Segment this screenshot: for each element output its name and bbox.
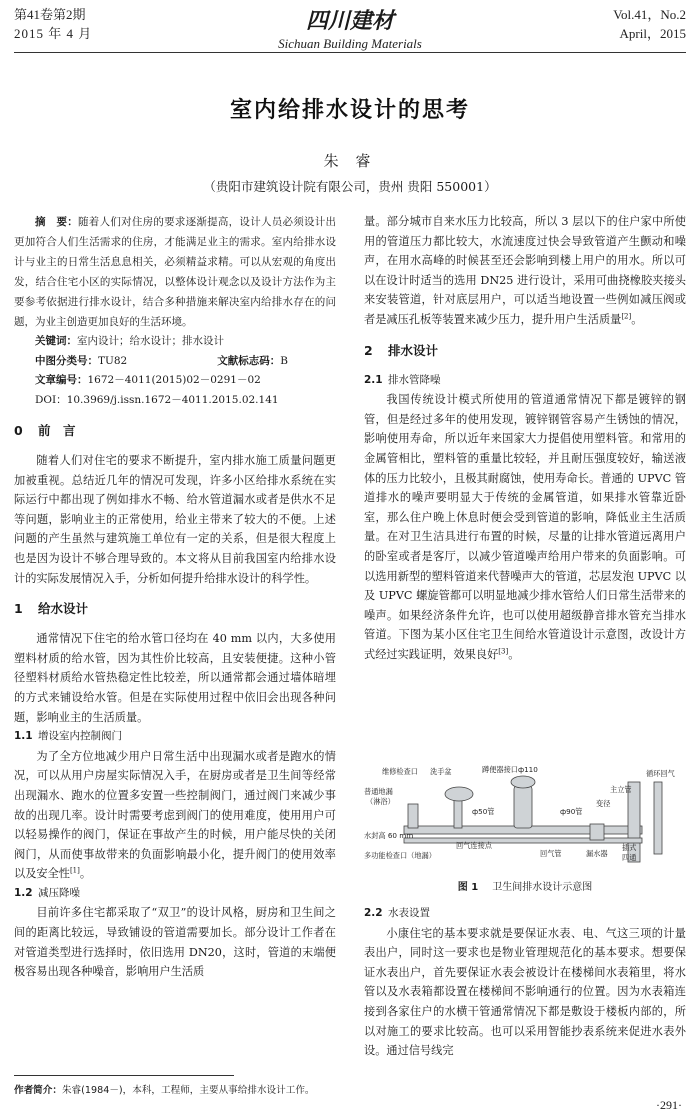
section-2-2-heading: 2.2 水表设置 [364,907,430,919]
label-main-riser: 主立管 [610,785,632,794]
section-1-2-heading: 1.2 减压降噪 [14,886,80,899]
figure-caption: 图 1 卫生间排水设计示意图 [457,882,593,893]
reference-1: [1] [69,866,80,875]
doi-line: DOI：10.3969/j.issn.1672－4011.2015.02.141 [35,393,279,406]
toilet-bowl [511,776,535,788]
section-0-paragraph: 随着人们对住宅的要求不断提升，室内排水施工质量问题更加被重视。总结近几年的情况可发现，许多小区给排水系统在实际运行中都出现了例如排水不畅、给水管道漏水或者是供水不足等问题，影响业主的正常使用，给业主带来了较大的不便。上述问题的产生虽然与建筑施工单位有一定的关系，但是很大程度上也是因为设计不够合理导致的。本文将从目前我国室内给排水设计的实际发展情况入手，分析如何提升给排水设计的科学性。 [14,454,336,585]
journal-logo: 四川建材 [305,8,394,34]
label-shower: （淋浴） [366,797,395,806]
section-2-1-paragraph: 我国传统设计模式所使用的管道通常情况下都是镀锌的钢管，但是经过多年的使用发现，镀锌钢管容易产生锈蚀的情况，影响使用寿命，所以近年来国家大力提倡使用塑料管。和常用的金属管相比，塑料管的重量比较轻，并且耐压强度较好，输送液体的压力比较小，且极其耐腐蚀，使用寿命长。普通的 UPVC 管道排水的噪声要明显大于传统的金属管道，如果排水管靠近卧室，那么住户晚上休息时便会受到管道的影响，降低业主生活质量。在对卫生洁具进行布置的时候，尽量的让排水管道远离用户的卧室或者是客厅，以减少管道噪声给用户带来的负面影响。可以选用新型的塑料管道来代替噪声大的管道，芯层发泡 UPVC 以及 UPVC 螺旋管都可以明显地减少排水管给人们日常生活带来的噪声。如果经济条件允许，也可以使用超级静音排水管充当排水管道。下图为某小区住宅卫生间给水管道设计示意图，改设计方式经过实践证明，效果良好[3]。 [364,393,686,661]
header-rule [14,52,686,53]
section-1-2-text-part-b: 量。部分城市自来水压力比较高，所以 3 层以下的住户家中所使用的管道压力都比较大，水流速度过快会导致管道产生颤动和噪声，在用水高峰的时候甚至还会影响到楼上用户的用水。所以可以在设计时适当的选用 DN25 进行设计，采用可曲挠橡胶夹接头来安装管道，针对底层用户，可以适当地设置一些例如减压阀或者是减压孔板等装置来减少压力，提升用户生活质量 [364,215,686,326]
keywords-line: 关键词：室内设计；给水设计；排水设计 [35,335,224,347]
article-title: 室内给排水设计的思考 [229,97,470,123]
journal-en-title: Sichuan Building Materials [278,36,422,51]
left-column [14,212,336,981]
label-return-pipe: 回气管 [540,849,562,858]
toilet-inlet-pipe [514,786,532,828]
label-reducer: 变径 [596,799,611,808]
abstract-label: 摘 要： [35,216,79,228]
author-footnote: 作者简介：朱睿(1984－)，本科，工程师，主要从事给排水设计工作。 [14,1085,315,1096]
label-wash-basin: 洗手盆 [430,767,452,776]
label-multi-check: 多功能检查口（地漏） [364,851,436,860]
section-1-1-heading: 1.1 增设室内控制阀门 [14,730,122,743]
right-column-lower [364,904,686,1061]
label-four-way: 四通 [622,853,637,862]
label-floor-drain: 普通地漏 [364,787,393,796]
affiliation: （贵阳市建筑设计院有限公司，贵州 贵阳 550001） [203,179,497,194]
label-toilet-inlet: 蹲便器接口ф110 [482,765,538,774]
label-water-seal: 水封高 60 mm [364,831,414,840]
footnote-rule [14,1075,234,1076]
section-1-2-text-part-a: 目前许多住宅都采取了“双卫”的设计风格，厨房和卫生间之间的距离比较远，导致铺设的管道需要加长。部分设计工作者在对管道类型进行选择时，依旧选用 DN20，这时，管道的末端便极容易出现各种噪音，影响用户生活质 [14,906,336,979]
section-2-heading: 2 排水设计 [364,342,439,358]
floor-drain-pipe [408,804,418,828]
label-vent-return: 循环回气 [646,769,675,778]
reference-2: [2] [621,312,632,321]
basin-drain-pipe [454,798,462,828]
volume-cn: 第41卷第2期 [14,7,86,22]
reference-3: [3] [498,647,509,656]
label-maintenance-check: 维修检查口 [382,767,418,776]
wash-basin [445,787,473,801]
figure-1 [364,764,686,864]
section-1-1-paragraph: 为了全方位地减少用户日常生活中出现漏水或者是跑水的情况，可以从用户房屋实际情况入手，在厨房或者是卫生间等经常出现漏水、跑水的位置多安置一些控制阀门，通过阀门来减少事故的出现几率。设计时需要考虑到阀门的使用难度，使用用户可以轻易操作的阀门，保证在事故产生的时候，用户能尽快的关闭阀门，从而使事故带来的负面影响最小化，提升阀门的使用效率以及安全性[1]。 [14,749,336,881]
label-d90: ф90管 [560,807,583,816]
section-0-heading: 0 前 言 [14,423,76,438]
label-return-point: 回气连接点 [456,841,492,850]
section-1-paragraph: 通常情况下住宅的给水管口径均在 40 mm 以内，大多使用塑料材质的给水管，因为其性价比较高，且安装便捷。这种小管径塑料材质给水管热稳定性比较差，所以通常都会通过墙体暗埋的方式来铺设给水管。但是在实际使用过程中依旧会出现各种问题，影响业主的生活质量。 [14,632,336,724]
classification-line: 中图分类号：TU82 文献标志码：B [35,354,288,367]
section-2-2-paragraph: 小康住宅的基本要求就是要保证水表、电、气这三项的计量表出户，同时这一要求也是物业管理规范化的基本要求。想要保证水表出户，首先要保证水表会被设计在楼梯间水表箱里，将水管以及水表箱都设置在楼梯间不影响通行的位置。因为水表箱连接到各家住户的水横干管通常情况下都是敷设于楼板内部的，所以对施工的要求比较高。也可以采用智能抄表系统来促进水表外设。通过信号线完 [364,926,686,1058]
label-d50: ф50管 [472,807,495,816]
page-number: ·291· [656,1098,682,1112]
date-cn: 2015 年 4 月 [14,26,93,41]
return-air-pipe [404,838,642,843]
label-drain-device: 漏水器 [586,849,608,858]
volume-en: Vol.41，No.2 [613,7,686,22]
vent-return-pipe [654,782,662,854]
abstract-text: 随着人们对住房的要求逐渐提高，设计人员必须设计出更加符合人们生活需求的住房，才能满足业主的需求。室内给排水设计与业主的日常生活息息相关，必须精益求精。可以从宏观的角度出发，结合住宅小区的实际情况，以整体设计观念以及设计方法作为主要参考依据进行排水设计，结合多种措施来解决室内给排水存在的问题，为业主创造更加良好的生活环境。 [14,216,337,328]
section-1-2-paragraph-start [14,903,336,981]
section-1-2-paragraph-cont: 量。部分城市自来水压力比较高，所以 3 层以下的住户家中所使用的管道压力都比较大，水流速度过快会导致管道产生颤动和噪声，在用水高峰的时候甚至还会影响到楼上用户的用水。所以可以在设计时适当的选用 DN25 进行设计，采用可曲挠橡胶夹接头来安装管道，针对底层用户，可以适当地设置一些例如减压阀或者是减压孔板等装置来减少压力，提升用户生活质量[2]。 [364,215,686,326]
right-column [364,212,686,664]
label-plug: 插式 [622,843,637,852]
article-number-line: 文章编号：1672－4011(2015)02－0291－02 [35,374,261,386]
section-1-heading: 1 给水设计 [14,601,89,617]
section-2-1-heading: 2.1 排水管降噪 [364,373,441,386]
date-en: April，2015 [619,26,686,41]
abstract-block [14,212,336,332]
four-way-fitting [590,824,604,840]
author-name: 朱 睿 [323,152,377,170]
